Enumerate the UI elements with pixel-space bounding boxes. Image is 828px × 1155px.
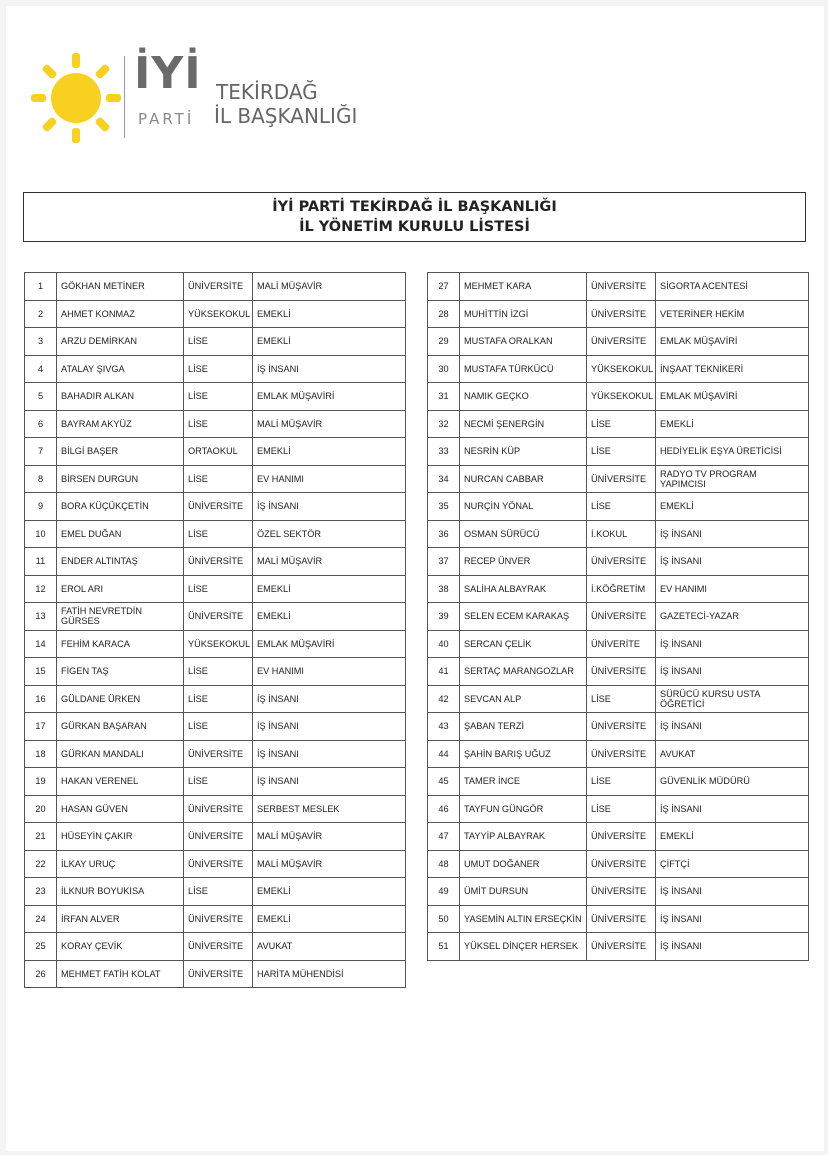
table-row bbox=[25, 795, 406, 823]
member-education: ÜNİVERSİTE bbox=[184, 905, 253, 933]
member-occupation: EMEKLİ bbox=[656, 493, 809, 521]
member-education: ÜNİVERİTE bbox=[587, 630, 656, 658]
member-occupation: İŞ İNSANI bbox=[253, 740, 406, 768]
member-name: FATİH NEVRETDİN GÜRSES bbox=[57, 603, 184, 631]
member-education: ÜNİVERSİTE bbox=[184, 823, 253, 851]
table-row bbox=[25, 933, 406, 961]
member-number: 12 bbox=[25, 575, 57, 603]
member-occupation: MALİ MÜŞAVİR bbox=[253, 410, 406, 438]
table-row bbox=[428, 878, 809, 906]
member-education: YÜKSEKOKUL bbox=[587, 355, 656, 383]
table-row bbox=[428, 383, 809, 411]
member-name: SERTAÇ MARANGOZLAR bbox=[460, 658, 587, 686]
member-occupation: ÇİFTÇİ bbox=[656, 850, 809, 878]
member-occupation: EMEKLİ bbox=[253, 878, 406, 906]
member-education: ÜNİVERSİTE bbox=[587, 850, 656, 878]
member-number: 32 bbox=[428, 410, 460, 438]
table-row bbox=[428, 520, 809, 548]
member-occupation: EMLAK MÜŞAVİRİ bbox=[656, 383, 809, 411]
member-education: LİSE bbox=[184, 465, 253, 493]
member-number: 42 bbox=[428, 685, 460, 713]
member-number: 30 bbox=[428, 355, 460, 383]
member-education: ÜNİVERSİTE bbox=[587, 465, 656, 493]
member-number: 16 bbox=[25, 685, 57, 713]
member-name: ENDER ALTINTAŞ bbox=[57, 548, 184, 576]
member-education: LİSE bbox=[184, 410, 253, 438]
member-education: LİSE bbox=[587, 493, 656, 521]
member-number: 31 bbox=[428, 383, 460, 411]
member-name: YASEMİN ALTIN ERSEÇKİN bbox=[460, 905, 587, 933]
member-education: LİSE bbox=[184, 713, 253, 741]
member-occupation: RADYO TV PROGRAM YAPIMCISI bbox=[656, 465, 809, 493]
member-education: ÜNİVERSİTE bbox=[587, 603, 656, 631]
logo-city: TEKİRDAĞ bbox=[216, 80, 318, 104]
member-education: ÜNİVERSİTE bbox=[184, 850, 253, 878]
member-name: GÜRKAN MANDALI bbox=[57, 740, 184, 768]
member-number: 38 bbox=[428, 575, 460, 603]
table-row bbox=[25, 658, 406, 686]
member-name: ATALAY ŞIVGA bbox=[57, 355, 184, 383]
table-row bbox=[25, 520, 406, 548]
member-education: LİSE bbox=[184, 520, 253, 548]
member-occupation: EMEKLİ bbox=[253, 603, 406, 631]
member-occupation: İŞ İNSANI bbox=[253, 768, 406, 796]
member-education: ÜNİVERSİTE bbox=[184, 548, 253, 576]
member-number: 33 bbox=[428, 438, 460, 466]
member-occupation: EMEKLİ bbox=[253, 438, 406, 466]
member-name: ÜMİT DURSUN bbox=[460, 878, 587, 906]
member-number: 48 bbox=[428, 850, 460, 878]
member-education: İ.KÖĞRETİM bbox=[587, 575, 656, 603]
member-education: ÜNİVERSİTE bbox=[184, 960, 253, 988]
member-education: LİSE bbox=[184, 878, 253, 906]
member-occupation: İŞ İNSANI bbox=[656, 658, 809, 686]
sun-icon bbox=[26, 48, 126, 148]
member-occupation: SERBEST MESLEK bbox=[253, 795, 406, 823]
member-name: HAKAN VERENEL bbox=[57, 768, 184, 796]
member-name: İLKNUR BOYUKISA bbox=[57, 878, 184, 906]
member-occupation: İŞ İNSANI bbox=[253, 355, 406, 383]
document-page bbox=[6, 6, 824, 1151]
table-row bbox=[428, 493, 809, 521]
member-table-right bbox=[427, 272, 809, 961]
member-name: BAYRAM AKYÜZ bbox=[57, 410, 184, 438]
member-name: GÖKHAN METİNER bbox=[57, 273, 184, 301]
member-name: UMUT DOĞANER bbox=[460, 850, 587, 878]
member-occupation: GAZETECİ-YAZAR bbox=[656, 603, 809, 631]
table-row bbox=[25, 300, 406, 328]
table-row bbox=[25, 273, 406, 301]
member-education: LİSE bbox=[587, 685, 656, 713]
member-occupation: EV HANIMI bbox=[656, 575, 809, 603]
member-name: MUSTAFA ORALKAN bbox=[460, 328, 587, 356]
member-name: BORA KÜÇÜKÇETİN bbox=[57, 493, 184, 521]
member-name: SALİHA ALBAYRAK bbox=[460, 575, 587, 603]
table-row bbox=[428, 548, 809, 576]
member-education: ÜNİVERSİTE bbox=[184, 740, 253, 768]
table-row bbox=[25, 878, 406, 906]
table-row bbox=[25, 328, 406, 356]
member-education: ÜNİVERSİTE bbox=[587, 273, 656, 301]
member-number: 1 bbox=[25, 273, 57, 301]
member-education: LİSE bbox=[184, 383, 253, 411]
member-number: 37 bbox=[428, 548, 460, 576]
table-row bbox=[428, 685, 809, 713]
table-row bbox=[428, 603, 809, 631]
logo-office: İL BAŞKANLIĞI bbox=[214, 104, 358, 128]
member-occupation: HEDİYELİK EŞYA ÜRETİCİSİ bbox=[656, 438, 809, 466]
member-name: TAYYİP ALBAYRAK bbox=[460, 823, 587, 851]
table-row bbox=[25, 603, 406, 631]
member-name: EMEL DUĞAN bbox=[57, 520, 184, 548]
table-row bbox=[25, 713, 406, 741]
member-name: SERCAN ÇELİK bbox=[460, 630, 587, 658]
member-number: 35 bbox=[428, 493, 460, 521]
member-occupation: MALİ MÜŞAVİR bbox=[253, 823, 406, 851]
member-name: FİGEN TAŞ bbox=[57, 658, 184, 686]
member-occupation: EMEKLİ bbox=[656, 823, 809, 851]
table-row bbox=[25, 850, 406, 878]
member-education: ÜNİVERSİTE bbox=[587, 548, 656, 576]
table-row bbox=[25, 410, 406, 438]
member-name: OSMAN SÜRÜCÜ bbox=[460, 520, 587, 548]
member-name: NURÇİN YÖNAL bbox=[460, 493, 587, 521]
member-occupation: EMEKLİ bbox=[253, 575, 406, 603]
table-row bbox=[428, 355, 809, 383]
table-row bbox=[428, 273, 809, 301]
member-occupation: İŞ İNSANI bbox=[656, 713, 809, 741]
table-row bbox=[428, 438, 809, 466]
member-number: 5 bbox=[25, 383, 57, 411]
table-row bbox=[428, 768, 809, 796]
table-row bbox=[25, 465, 406, 493]
member-occupation: SİGORTA ACENTESİ bbox=[656, 273, 809, 301]
member-occupation: İŞ İNSANI bbox=[656, 795, 809, 823]
member-education: ÜNİVERSİTE bbox=[184, 795, 253, 823]
table-row bbox=[25, 823, 406, 851]
member-name: AHMET KONMAZ bbox=[57, 300, 184, 328]
member-occupation: MALİ MÜŞAVİR bbox=[253, 548, 406, 576]
member-name: HÜSEYİN ÇAKIR bbox=[57, 823, 184, 851]
member-occupation: EMEKLİ bbox=[253, 905, 406, 933]
member-number: 44 bbox=[428, 740, 460, 768]
member-name: NESRİN KÜP bbox=[460, 438, 587, 466]
logo-brand: İYİ bbox=[134, 48, 202, 99]
member-name: NECMİ ŞENERGİN bbox=[460, 410, 587, 438]
member-name: NURCAN CABBAR bbox=[460, 465, 587, 493]
member-occupation: MALİ MÜŞAVİR bbox=[253, 850, 406, 878]
table-row bbox=[25, 355, 406, 383]
table-row bbox=[428, 823, 809, 851]
member-number: 22 bbox=[25, 850, 57, 878]
member-occupation: EMLAK MÜŞAVİRİ bbox=[253, 630, 406, 658]
member-name: ARZU DEMİRKAN bbox=[57, 328, 184, 356]
member-name: MEHMET FATİH KOLAT bbox=[57, 960, 184, 988]
member-number: 6 bbox=[25, 410, 57, 438]
member-education: ÜNİVERSİTE bbox=[587, 878, 656, 906]
member-name: KORAY ÇEVİK bbox=[57, 933, 184, 961]
table-row bbox=[25, 740, 406, 768]
member-occupation: İŞ İNSANI bbox=[656, 520, 809, 548]
table-row bbox=[428, 465, 809, 493]
member-name: BİLGİ BAŞER bbox=[57, 438, 184, 466]
member-number: 50 bbox=[428, 905, 460, 933]
member-name: FEHİM KARACA bbox=[57, 630, 184, 658]
member-name: SELEN ECEM KARAKAŞ bbox=[460, 603, 587, 631]
member-number: 20 bbox=[25, 795, 57, 823]
member-name: NAMIK GEÇKO bbox=[460, 383, 587, 411]
member-name: BİRSEN DURGUN bbox=[57, 465, 184, 493]
member-education: ÜNİVERSİTE bbox=[184, 493, 253, 521]
member-name: GÜRKAN BAŞARAN bbox=[57, 713, 184, 741]
member-number: 49 bbox=[428, 878, 460, 906]
member-occupation: İŞ İNSANI bbox=[656, 548, 809, 576]
member-occupation: AVUKAT bbox=[656, 740, 809, 768]
member-education: YÜKSEKOKUL bbox=[184, 300, 253, 328]
member-education: LİSE bbox=[587, 768, 656, 796]
member-education: ÜNİVERSİTE bbox=[587, 933, 656, 961]
member-occupation: İŞ İNSANI bbox=[253, 713, 406, 741]
member-education: LİSE bbox=[184, 575, 253, 603]
member-name: İRFAN ALVER bbox=[57, 905, 184, 933]
member-number: 3 bbox=[25, 328, 57, 356]
member-number: 24 bbox=[25, 905, 57, 933]
member-education: ÜNİVERSİTE bbox=[587, 300, 656, 328]
table-row bbox=[25, 768, 406, 796]
party-logo bbox=[26, 48, 386, 148]
member-number: 9 bbox=[25, 493, 57, 521]
member-number: 39 bbox=[428, 603, 460, 631]
member-education: YÜKSEKOKUL bbox=[587, 383, 656, 411]
member-occupation: EV HANIMI bbox=[253, 465, 406, 493]
member-education: LİSE bbox=[587, 410, 656, 438]
member-name: GÜLDANE ÜRKEN bbox=[57, 685, 184, 713]
logo-divider bbox=[124, 56, 125, 138]
table-row bbox=[428, 713, 809, 741]
member-education: ÜNİVERSİTE bbox=[184, 603, 253, 631]
member-number: 4 bbox=[25, 355, 57, 383]
member-name: MUHİTTİN İZGİ bbox=[460, 300, 587, 328]
member-number: 2 bbox=[25, 300, 57, 328]
table-row bbox=[428, 300, 809, 328]
member-name: RECEP ÜNVER bbox=[460, 548, 587, 576]
table-row bbox=[25, 575, 406, 603]
member-number: 25 bbox=[25, 933, 57, 961]
member-education: LİSE bbox=[587, 438, 656, 466]
member-occupation: EMLAK MÜŞAVİRİ bbox=[656, 328, 809, 356]
member-occupation: EMLAK MÜŞAVİRİ bbox=[253, 383, 406, 411]
member-name: ŞAHİN BARIŞ UĞUZ bbox=[460, 740, 587, 768]
member-occupation: EMEKLİ bbox=[253, 300, 406, 328]
member-name: YÜKSEL DİNÇER HERSEK bbox=[460, 933, 587, 961]
table-row bbox=[428, 575, 809, 603]
table-row bbox=[25, 493, 406, 521]
member-number: 45 bbox=[428, 768, 460, 796]
member-number: 29 bbox=[428, 328, 460, 356]
member-occupation: VETERİNER HEKİM bbox=[656, 300, 809, 328]
member-education: LİSE bbox=[184, 685, 253, 713]
table-row bbox=[428, 630, 809, 658]
member-number: 19 bbox=[25, 768, 57, 796]
member-number: 36 bbox=[428, 520, 460, 548]
member-number: 10 bbox=[25, 520, 57, 548]
member-name: EROL ARI bbox=[57, 575, 184, 603]
table-row bbox=[25, 548, 406, 576]
member-occupation: İŞ İNSANI bbox=[253, 493, 406, 521]
title-line-2: İL YÖNETİM KURULU LİSTESİ bbox=[299, 219, 530, 235]
member-occupation: İŞ İNSANI bbox=[656, 630, 809, 658]
member-education: ÜNİVERSİTE bbox=[587, 740, 656, 768]
member-education: ÜNİVERSİTE bbox=[587, 905, 656, 933]
table-row bbox=[428, 410, 809, 438]
member-name: HASAN GÜVEN bbox=[57, 795, 184, 823]
member-name: İLKAY URUÇ bbox=[57, 850, 184, 878]
member-number: 27 bbox=[428, 273, 460, 301]
member-name: TAMER İNCE bbox=[460, 768, 587, 796]
table-row bbox=[25, 960, 406, 988]
member-occupation: İŞ İNSANI bbox=[656, 905, 809, 933]
member-occupation: EMEKLİ bbox=[253, 328, 406, 356]
table-row bbox=[428, 658, 809, 686]
member-occupation: AVUKAT bbox=[253, 933, 406, 961]
member-education: LİSE bbox=[184, 355, 253, 383]
member-education: ÜNİVERSİTE bbox=[587, 713, 656, 741]
member-number: 11 bbox=[25, 548, 57, 576]
member-occupation: EMEKLİ bbox=[656, 410, 809, 438]
member-number: 28 bbox=[428, 300, 460, 328]
member-occupation: İŞ İNSANI bbox=[253, 685, 406, 713]
member-education: LİSE bbox=[587, 795, 656, 823]
member-occupation: İŞ İNSANI bbox=[656, 933, 809, 961]
member-occupation: SÜRÜCÜ KURSU USTA ÖĞRETİCİ bbox=[656, 685, 809, 713]
member-number: 17 bbox=[25, 713, 57, 741]
member-education: LİSE bbox=[184, 328, 253, 356]
member-number: 7 bbox=[25, 438, 57, 466]
member-name: TAYFUN GÜNGÖR bbox=[460, 795, 587, 823]
table-row bbox=[25, 383, 406, 411]
table-row bbox=[428, 933, 809, 961]
member-occupation: HARİTA MÜHENDİSİ bbox=[253, 960, 406, 988]
table-row bbox=[428, 795, 809, 823]
logo-sub: PARTİ bbox=[138, 110, 195, 128]
member-occupation: MALİ MÜŞAVİR bbox=[253, 273, 406, 301]
member-education: ÜNİVERSİTE bbox=[587, 658, 656, 686]
member-number: 34 bbox=[428, 465, 460, 493]
member-number: 43 bbox=[428, 713, 460, 741]
member-number: 13 bbox=[25, 603, 57, 631]
member-occupation: GÜVENLİK MÜDÜRÜ bbox=[656, 768, 809, 796]
table-row bbox=[428, 905, 809, 933]
member-name: SEVCAN ALP bbox=[460, 685, 587, 713]
table-row bbox=[25, 685, 406, 713]
member-name: MEHMET KARA bbox=[460, 273, 587, 301]
member-number: 18 bbox=[25, 740, 57, 768]
title-line-1: İYİ PARTİ TEKİRDAĞ İL BAŞKANLIĞI bbox=[272, 199, 557, 215]
member-number: 21 bbox=[25, 823, 57, 851]
member-education: LİSE bbox=[184, 658, 253, 686]
table-row bbox=[428, 328, 809, 356]
member-number: 26 bbox=[25, 960, 57, 988]
member-occupation: İŞ İNSANI bbox=[656, 878, 809, 906]
member-table-left bbox=[24, 272, 406, 988]
member-number: 47 bbox=[428, 823, 460, 851]
table-row bbox=[25, 438, 406, 466]
member-education: İ.KOKUL bbox=[587, 520, 656, 548]
member-number: 23 bbox=[25, 878, 57, 906]
member-number: 14 bbox=[25, 630, 57, 658]
table-row bbox=[25, 630, 406, 658]
member-number: 46 bbox=[428, 795, 460, 823]
member-education: ÜNİVERSİTE bbox=[587, 328, 656, 356]
member-education: YÜKSEKOKUL bbox=[184, 630, 253, 658]
member-education: ÜNİVERSİTE bbox=[184, 933, 253, 961]
member-name: MUSTAFA TÜRKÜCÜ bbox=[460, 355, 587, 383]
member-name: ŞABAN TERZİ bbox=[460, 713, 587, 741]
document-title bbox=[23, 192, 806, 242]
member-education: ORTAOKUL bbox=[184, 438, 253, 466]
table-row bbox=[428, 740, 809, 768]
member-number: 15 bbox=[25, 658, 57, 686]
member-number: 40 bbox=[428, 630, 460, 658]
member-education: ÜNİVERSİTE bbox=[587, 823, 656, 851]
table-row bbox=[428, 850, 809, 878]
member-occupation: İNŞAAT TEKNİKERİ bbox=[656, 355, 809, 383]
member-occupation: EV HANIMI bbox=[253, 658, 406, 686]
member-name: BAHADIR ALKAN bbox=[57, 383, 184, 411]
table-row bbox=[25, 905, 406, 933]
member-number: 41 bbox=[428, 658, 460, 686]
member-number: 51 bbox=[428, 933, 460, 961]
member-number: 8 bbox=[25, 465, 57, 493]
member-occupation: ÖZEL SEKTÖR bbox=[253, 520, 406, 548]
member-education: LİSE bbox=[184, 768, 253, 796]
member-education: ÜNİVERSİTE bbox=[184, 273, 253, 301]
